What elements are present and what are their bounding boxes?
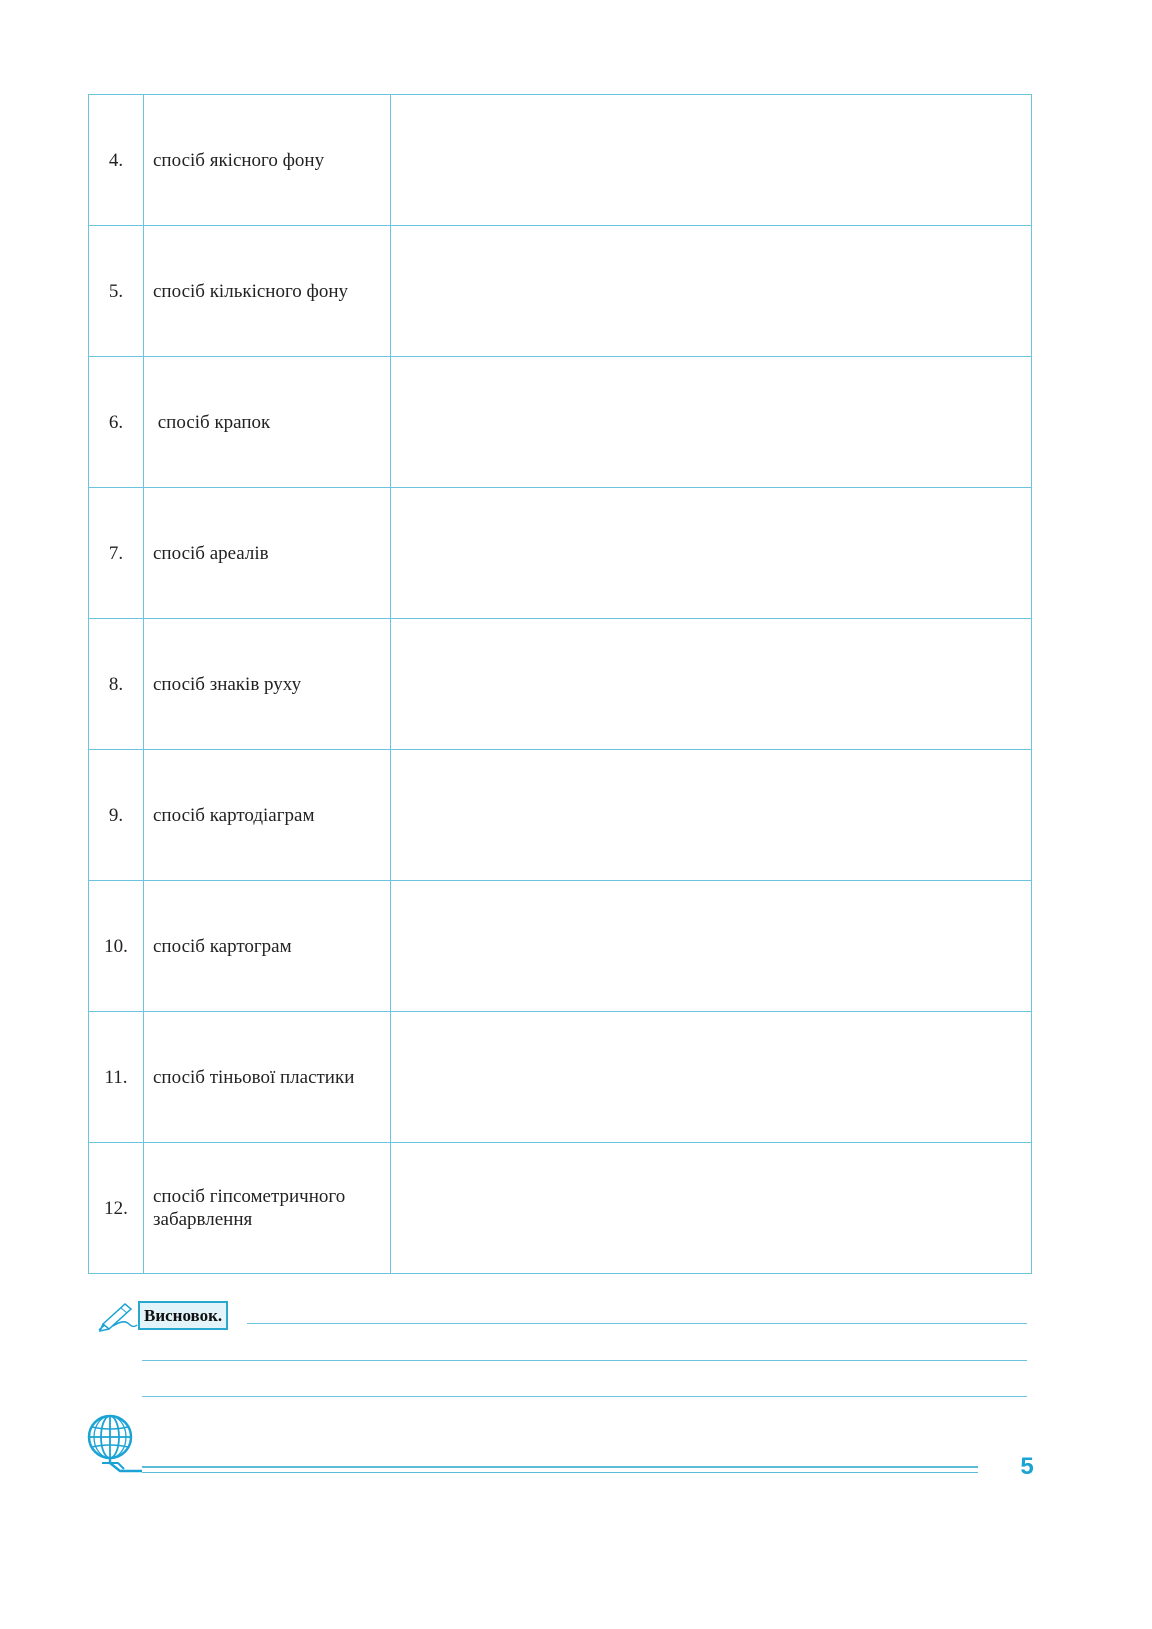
table-body: [89, 95, 1032, 1274]
row-number: 11.: [89, 1012, 144, 1143]
answer-cell[interactable]: [391, 881, 1032, 1012]
table-row: [89, 226, 1032, 357]
table-row: [89, 1143, 1032, 1274]
table-row: [89, 1012, 1032, 1143]
row-number: 8.: [89, 619, 144, 750]
methods-table: [88, 94, 1032, 1274]
method-name: спосіб тіньової пластики: [144, 1012, 391, 1143]
method-name: спосіб якісного фону: [144, 95, 391, 226]
row-number: 6.: [89, 357, 144, 488]
pen-writing-icon: [95, 1300, 139, 1334]
answer-cell[interactable]: [391, 488, 1032, 619]
answer-line[interactable]: [142, 1360, 1027, 1361]
row-number: 12.: [89, 1143, 144, 1274]
method-name: спосіб знаків руху: [144, 619, 391, 750]
row-number: 5.: [89, 226, 144, 357]
method-name: спосіб картограм: [144, 881, 391, 1012]
answer-cell[interactable]: [391, 357, 1032, 488]
conclusion-section: [95, 1300, 1030, 1410]
answer-line[interactable]: [247, 1323, 1027, 1324]
answer-line[interactable]: [142, 1396, 1027, 1397]
table-row: [89, 881, 1032, 1012]
method-name: спосіб гіпсометричного забарвлення: [144, 1143, 391, 1274]
table-row: [89, 357, 1032, 488]
row-number: 9.: [89, 750, 144, 881]
method-name: спосіб картодіаграм: [144, 750, 391, 881]
globe-icon: [86, 1413, 144, 1475]
footer-rule: [142, 1472, 978, 1473]
row-number: 10.: [89, 881, 144, 1012]
table-row: [89, 750, 1032, 881]
row-number: 4.: [89, 95, 144, 226]
table-row: [89, 95, 1032, 226]
answer-cell[interactable]: [391, 95, 1032, 226]
answer-cell[interactable]: [391, 1143, 1032, 1274]
method-name: спосіб кількісного фону: [144, 226, 391, 357]
conclusion-label: Висновок.: [138, 1301, 228, 1330]
table-row: [89, 619, 1032, 750]
row-number: 7.: [89, 488, 144, 619]
page-number: 5: [1020, 1453, 1034, 1480]
answer-cell[interactable]: [391, 226, 1032, 357]
answer-cell[interactable]: [391, 619, 1032, 750]
answer-cell[interactable]: [391, 1012, 1032, 1143]
method-name: спосіб крапок: [144, 357, 391, 488]
footer-rule: [142, 1466, 978, 1468]
table-row: [89, 488, 1032, 619]
method-name: спосіб ареалів: [144, 488, 391, 619]
answer-cell[interactable]: [391, 750, 1032, 881]
